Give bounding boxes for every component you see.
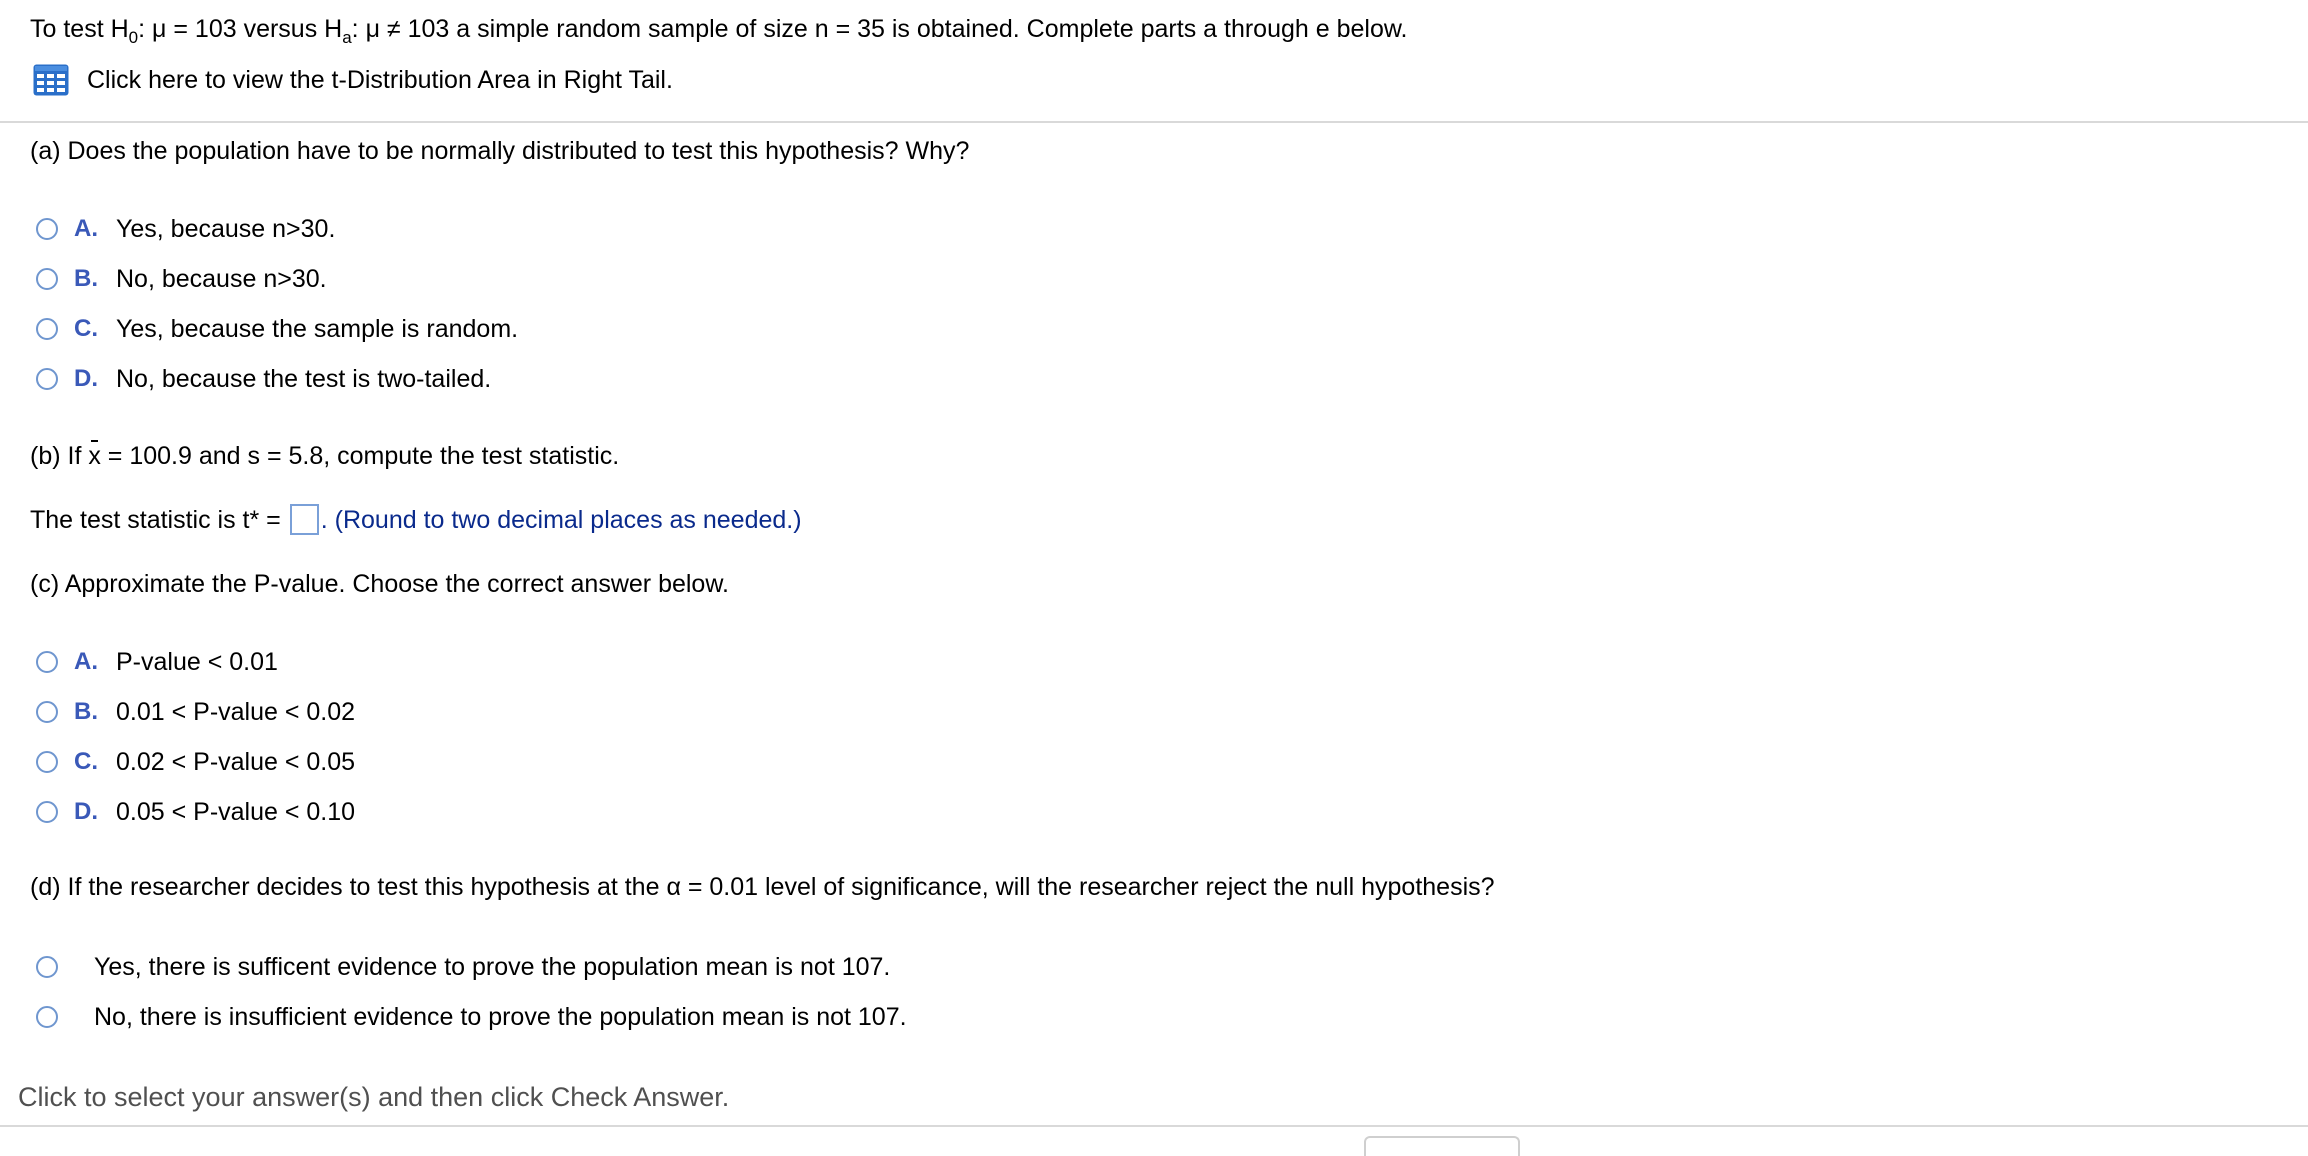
radio-button[interactable] [36, 268, 58, 290]
footer-divider [0, 1125, 2308, 1127]
option-text: Yes, because the sample is random. [116, 315, 519, 343]
radio-button[interactable] [36, 701, 58, 723]
rounding-hint: . (Round to two decimal places as needed.) [320, 506, 802, 535]
part-d-question: (d) If the researcher decides to test this hypothesis at the α = 0.01 level of significance, will the researcher reject the null hypothesis? [30, 873, 1495, 901]
option-letter: A. [74, 648, 98, 675]
radio-button[interactable] [36, 368, 58, 390]
header-divider [0, 121, 2308, 123]
option-text: No, because n>30. [116, 265, 327, 293]
table-link-label[interactable]: Click here to view the t-Distribution Area in Right Tail. [87, 66, 673, 94]
part-c-option-c[interactable] [36, 745, 355, 779]
check-answer-button[interactable] [1364, 1136, 1520, 1156]
option-letter: A. [74, 215, 98, 242]
part-a-option-d[interactable] [36, 362, 491, 396]
option-letter: B. [74, 698, 98, 725]
option-letter: D. [74, 798, 98, 825]
problem-statement: To test $H_0$: μ = 103 versus $H_a$: μ ≠ 103 a simple random sample of size n = 35 is obtained. Complete parts a through e below. [30, 15, 1408, 47]
part-d-option-yes[interactable] [36, 950, 890, 984]
x-bar-symbol: x [88, 442, 101, 470]
test-statistic-input[interactable] [290, 504, 319, 535]
radio-button[interactable] [36, 218, 58, 240]
part-b-answer-row [30, 504, 802, 539]
t-distribution-table-link[interactable] [33, 64, 673, 96]
radio-button[interactable] [36, 956, 58, 978]
answer-prefix: The test statistic is t* = [30, 506, 281, 535]
option-text: No, because the test is two-tailed. [116, 365, 492, 393]
table-grid-icon[interactable] [33, 64, 69, 96]
option-letter: C. [74, 315, 98, 342]
option-letter: D. [74, 365, 98, 392]
radio-button[interactable] [36, 801, 58, 823]
part-a-question: (a) Does the population have to be normally distributed to test this hypothesis? Why? [30, 137, 970, 165]
option-text: 0.02 < P-value < 0.05 [116, 748, 356, 776]
part-b-question: (b) If x = 100.9 and s = 5.8, compute the test statistic. [30, 442, 620, 470]
part-a-option-c[interactable] [36, 312, 518, 346]
radio-button[interactable] [36, 1006, 58, 1028]
part-a-option-a[interactable] [36, 212, 335, 246]
option-text: Yes, because n>30. [116, 215, 336, 243]
option-text: Yes, there is sufficent evidence to prove the population mean is not 107. [94, 953, 891, 981]
radio-button[interactable] [36, 751, 58, 773]
part-c-option-b[interactable] [36, 695, 355, 729]
option-text: No, there is insufficient evidence to prove the population mean is not 107. [94, 1003, 907, 1031]
part-c-option-d[interactable] [36, 795, 355, 829]
part-c-option-a[interactable] [36, 645, 278, 679]
option-letter: C. [74, 748, 98, 775]
part-d-option-no[interactable] [36, 1000, 907, 1034]
footer-instruction: Click to select your answer(s) and then click Check Answer. [18, 1082, 730, 1112]
part-c-question: (c) Approximate the P-value. Choose the correct answer below. [30, 570, 729, 598]
option-text: 0.05 < P-value < 0.10 [116, 798, 356, 826]
option-text: 0.01 < P-value < 0.02 [116, 698, 356, 726]
part-a-option-b[interactable] [36, 262, 327, 296]
radio-button[interactable] [36, 318, 58, 340]
option-letter: B. [74, 265, 98, 292]
option-text: P-value < 0.01 [116, 648, 278, 676]
radio-button[interactable] [36, 651, 58, 673]
